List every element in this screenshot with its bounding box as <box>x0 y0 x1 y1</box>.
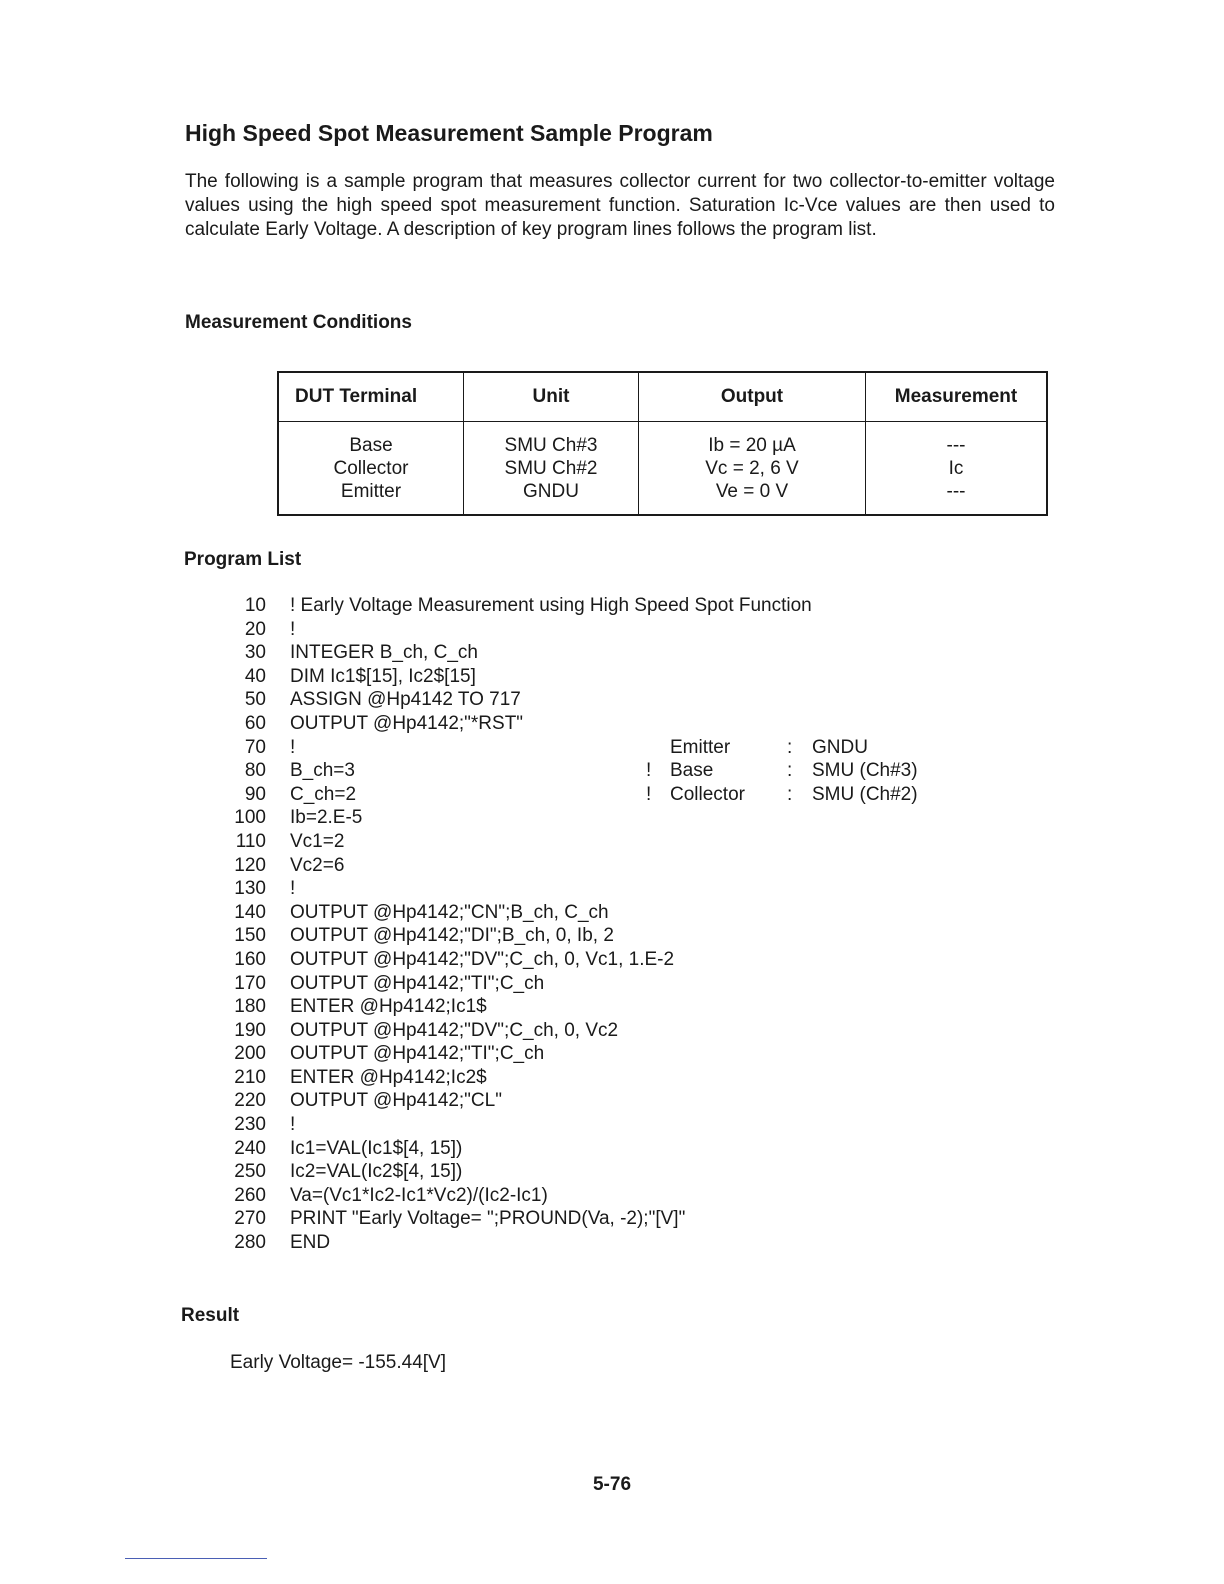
measurement-conditions-table <box>277 371 1048 516</box>
line-number: 250 <box>234 1161 266 1183</box>
line-number: 90 <box>244 783 266 805</box>
unit-cell <box>464 422 639 516</box>
line-number: 70 <box>244 736 266 758</box>
header-measurement: Measurement <box>866 372 1048 422</box>
comment-bang: ! <box>646 783 652 805</box>
table-cell-line: GNDU <box>523 480 579 502</box>
code-statement: OUTPUT @Hp4142;"*RST" <box>290 712 524 734</box>
line-number: 120 <box>234 854 266 876</box>
line-number: 10 <box>244 595 266 616</box>
code-statement: ENTER @Hp4142;Ic1$ <box>290 996 487 1018</box>
line-number: 190 <box>234 1019 266 1041</box>
table-cell-line: Base <box>349 434 393 456</box>
table-cell-line: Ib = 20 µA <box>708 434 796 456</box>
comment-unit: GNDU <box>812 736 868 758</box>
header-dut-terminal: DUT Terminal <box>278 372 464 422</box>
code-statement: END <box>290 1232 331 1254</box>
page-number: 5-76 <box>592 1474 632 1495</box>
table-cell-line: Ic <box>948 457 964 479</box>
comment-colon: : <box>787 760 793 782</box>
code-statement: ASSIGN @Hp4142 TO 717 <box>290 689 521 711</box>
header-unit: Unit <box>464 372 639 422</box>
footer-rule <box>125 1558 267 1559</box>
comment-unit: SMU (Ch#3) <box>812 760 918 782</box>
program-list-heading: Program List <box>184 549 302 570</box>
dut-terminal-cell <box>278 422 464 516</box>
comment-colon: : <box>787 783 793 805</box>
measurement-conditions-heading: Measurement Conditions <box>185 312 412 333</box>
code-statement: OUTPUT @Hp4142;"TI";C_ch <box>290 972 545 994</box>
line-number: 270 <box>234 1208 266 1230</box>
line-number: 280 <box>234 1232 266 1254</box>
code-statement: ! <box>290 878 296 900</box>
page-title: High Speed Spot Measurement Sample Program <box>185 120 713 146</box>
line-number: 220 <box>234 1090 266 1112</box>
code-statement: C_ch=2 <box>290 783 357 805</box>
code-statement: OUTPUT @Hp4142;"DI";B_ch, 0, Ib, 2 <box>290 925 614 947</box>
output-cell <box>639 422 866 516</box>
code-statement: ! Early Voltage Measurement using High Speed Spot Function <box>290 595 812 616</box>
line-number: 60 <box>244 712 266 734</box>
line-number: 110 <box>235 830 266 852</box>
code-statement: OUTPUT @Hp4142;"DV";C_ch, 0, Vc1, 1.E-2 <box>290 948 675 970</box>
line-number: 240 <box>234 1137 266 1159</box>
code-statement: OUTPUT @Hp4142;"DV";C_ch, 0, Vc2 <box>290 1019 619 1041</box>
line-number: 200 <box>234 1043 266 1065</box>
comment-terminal: Emitter <box>670 736 731 758</box>
code-statement: ! <box>290 736 296 758</box>
line-number: 140 <box>234 901 266 923</box>
code-statement: ! <box>290 618 296 640</box>
code-statement: ENTER @Hp4142;Ic2$ <box>290 1066 487 1088</box>
result-heading: Result <box>181 1305 240 1326</box>
code-statement: Ic1=VAL(Ic1$[4, 15]) <box>290 1137 463 1159</box>
code-statement: B_ch=3 <box>290 760 355 782</box>
code-statement: OUTPUT @Hp4142;"CL" <box>290 1090 502 1112</box>
code-statement: Va=(Vc1*Ic2-Ic1*Vc2)/(Ic2-Ic1) <box>290 1184 548 1206</box>
line-number: 150 <box>234 925 266 947</box>
header-output: Output <box>639 372 866 422</box>
code-statement: OUTPUT @Hp4142;"CN";B_ch, C_ch <box>290 901 609 923</box>
line-number: 180 <box>234 996 266 1018</box>
table-cell-line: Collector <box>333 457 409 479</box>
table-cell-line: Ve = 0 V <box>715 480 789 502</box>
code-statement: Vc2=6 <box>290 854 345 876</box>
code-statement: ! <box>290 1114 296 1136</box>
comment-colon: : <box>787 736 793 758</box>
line-number: 40 <box>244 665 266 687</box>
line-number: 210 <box>234 1066 266 1088</box>
code-statement: INTEGER B_ch, C_ch <box>290 642 478 664</box>
line-number: 130 <box>234 878 266 900</box>
line-number: 260 <box>234 1184 266 1206</box>
line-number: 160 <box>234 948 266 970</box>
code-statement: Ic2=VAL(Ic2$[4, 15]) <box>290 1161 463 1183</box>
line-number: 30 <box>244 642 266 664</box>
line-number: 50 <box>244 689 266 711</box>
measurement-cell <box>866 422 1048 516</box>
code-statement: Vc1=2 <box>290 830 345 852</box>
table-cell-line: Vc = 2, 6 V <box>705 457 799 479</box>
result-text: Early Voltage= -155.44[V] <box>230 1352 447 1373</box>
code-statement: PRINT "Early Voltage= ";PROUND(Va, -2);"[V]" <box>290 1208 686 1230</box>
code-statement: OUTPUT @Hp4142;"TI";C_ch <box>290 1043 545 1065</box>
line-number: 230 <box>234 1114 266 1136</box>
line-number: 80 <box>244 760 266 782</box>
intro-paragraph: The following is a sample program that measures collector current for two collector-to-emitter voltage values using the high speed spot measurement function. Saturation Ic-Vce values are then used to calculate Early Voltage. A description of key program lines follows the program list. <box>185 171 1055 240</box>
comment-terminal: Collector <box>670 783 745 805</box>
line-number: 170 <box>234 972 266 994</box>
table-header-row <box>278 372 1047 422</box>
table-cell-line: SMU Ch#2 <box>504 457 598 479</box>
code-statement: DIM Ic1$[15], Ic2$[15] <box>290 665 476 687</box>
table-cell-line: Emitter <box>340 480 402 502</box>
comment-bang: ! <box>646 760 652 782</box>
table-cell-line: --- <box>946 434 966 456</box>
table-row <box>278 422 1047 516</box>
table-cell-line: SMU Ch#3 <box>504 434 598 456</box>
comment-terminal: Base <box>670 760 714 782</box>
table-cell-line: --- <box>946 480 966 502</box>
code-statement: Ib=2.E-5 <box>290 807 363 829</box>
comment-unit: SMU (Ch#2) <box>812 783 918 805</box>
line-number: 20 <box>244 618 266 640</box>
line-number: 100 <box>234 807 266 829</box>
